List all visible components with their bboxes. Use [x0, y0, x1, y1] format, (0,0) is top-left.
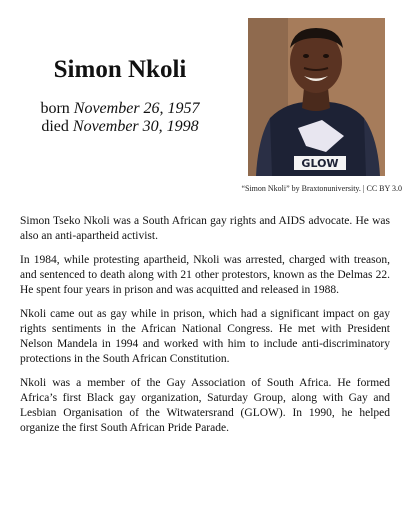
photo-caption: “Simon Nkoli” by Braxtonuniversity. | CC BY 3.0 — [241, 184, 402, 193]
birth-line — [20, 100, 220, 118]
portrait-illustration — [248, 18, 385, 176]
died-label: died — [41, 118, 69, 135]
page-title: Simon Nkoli — [53, 56, 187, 83]
bio-paragraph-2: In 1984, while protesting apartheid, Nkoli was arrested, charged with treason, and sentenced to death along with 21 other protestors, known as the Delmas 22. He spent four years in prison and was acquitted and released in 1988. — [20, 254, 390, 296]
svg-text:GLOW: GLOW — [301, 157, 339, 170]
bio-paragraph-4: Nkoli was a member of the Gay Association of South Africa. He formed Africa’s first Black gay organization, Saturday Group, along with Gay and Lesbian Organisation of the Witwatersrand (GLOW). In 1990, he helped organize the first South African Pride Parade. — [20, 377, 390, 434]
bio-paragraph-1: Simon Tseko Nkoli was a South African gay rights and AIDS advocate. He was also an anti-apartheid activist. — [20, 215, 390, 242]
born-label: born — [40, 100, 70, 117]
portrait-photo — [248, 18, 385, 176]
death-line — [20, 118, 220, 136]
bio-paragraph-3: Nkoli came out as gay while in prison, which had a significant impact on gay rights sentiments in the African National Congress. He met with President Nelson Mandela in 1994 and worked with him to include anti-discriminatory protections in the South African Constitution. — [20, 308, 390, 365]
biography — [20, 214, 390, 445]
died-date: November 30, 1998 — [72, 118, 199, 135]
born-date: November 26, 1957 — [73, 100, 200, 117]
life-dates — [20, 100, 220, 136]
